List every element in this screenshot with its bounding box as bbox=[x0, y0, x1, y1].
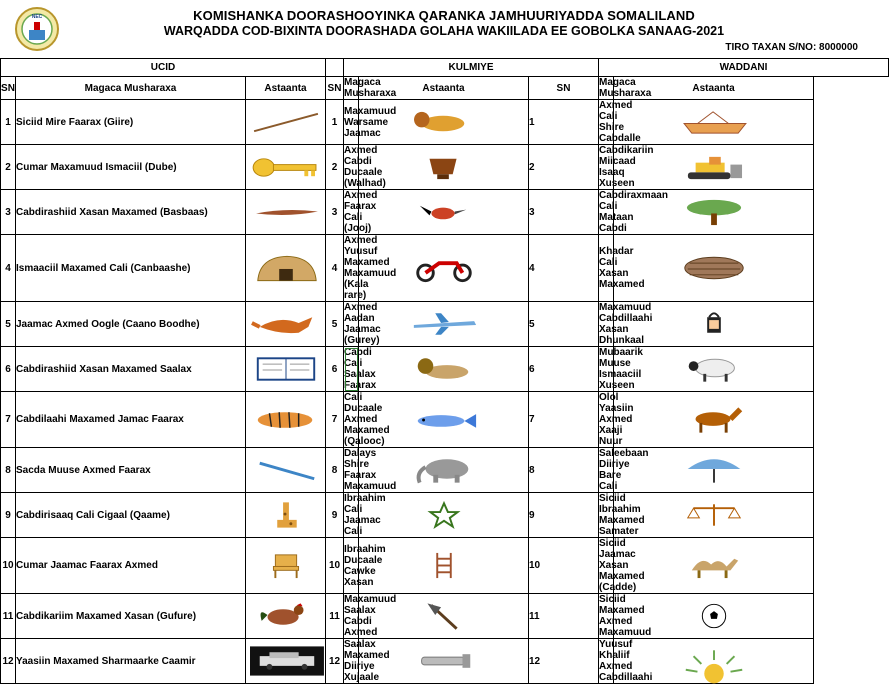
chair-icon bbox=[250, 551, 322, 580]
giraffe-icon bbox=[250, 500, 322, 530]
table-row bbox=[1, 100, 889, 145]
col-sn: SN bbox=[326, 77, 344, 100]
candidate-number: 5 bbox=[1, 302, 16, 347]
candidate-symbol-cell[interactable] bbox=[246, 100, 326, 145]
candidate-number: 11 bbox=[1, 594, 16, 639]
candidate-number: 7 bbox=[1, 392, 16, 448]
candidate-symbol-cell[interactable] bbox=[246, 302, 326, 347]
col-symbol: Astaanta bbox=[614, 77, 814, 100]
candidate-symbol-cell[interactable] bbox=[614, 100, 814, 145]
candidate-number: 3 bbox=[326, 190, 344, 235]
rooster-icon bbox=[250, 601, 322, 631]
col-symbol: Astaanta bbox=[359, 77, 529, 100]
candidate-number: 12 bbox=[1, 639, 16, 684]
sheep-icon bbox=[678, 354, 750, 384]
ballot-title: WARQADDA COD-BIXINTA DOORASHADA GOLAHA WAKIILADA EE GOBOLKA SANAAG-2021 bbox=[163, 24, 725, 38]
candidate-name-waddani[interactable]: Mubaarik Muuse Ismaaciil Xuseen bbox=[599, 347, 643, 391]
candidate-number: 10 bbox=[326, 538, 344, 594]
candidate-number: 1 bbox=[326, 100, 344, 145]
candidate-number: 11 bbox=[529, 594, 599, 639]
axe-icon bbox=[408, 601, 480, 631]
candidate-symbol-cell[interactable] bbox=[246, 538, 326, 594]
candidate-number: 4 bbox=[1, 235, 16, 302]
elephant-icon bbox=[408, 455, 480, 485]
table-row bbox=[1, 145, 889, 190]
candidate-name-kulmiye[interactable]: Axmed Cabdi Ducaale (Walhad) bbox=[344, 145, 386, 189]
candidate-number: 6 bbox=[1, 347, 16, 392]
lion-sitting-icon bbox=[408, 354, 480, 384]
candidate-number: 5 bbox=[326, 302, 344, 347]
candidate-name-waddani[interactable]: Axmed Cali Shire Cabdalle bbox=[599, 100, 641, 144]
candidate-name-kulmiye[interactable]: Cali Ducaale Axmed Maxamed (Qalooc) bbox=[344, 392, 390, 447]
candidate-name-kulmiye[interactable]: Dalays Shire Faarax Maxamuud bbox=[344, 448, 397, 492]
candidate-number: 8 bbox=[529, 448, 599, 493]
col-name: Magaca Musharaxa bbox=[344, 77, 397, 99]
camel-icon bbox=[678, 551, 750, 580]
tree-icon bbox=[678, 198, 750, 227]
candidate-number: 8 bbox=[1, 448, 16, 493]
motorbike-icon bbox=[408, 253, 480, 283]
candidate-symbol-cell[interactable] bbox=[246, 448, 326, 493]
table-row bbox=[1, 594, 889, 639]
candidate-name-waddani[interactable]: Cabdiraxmaan Cali Mataan Cabdi bbox=[599, 190, 668, 234]
candidate-name-ucid[interactable]: Cabdirisaaq Cali Cigaal (Qaame) bbox=[16, 493, 246, 538]
umbrella-icon bbox=[678, 455, 750, 485]
svg-text:NEC: NEC bbox=[31, 14, 43, 20]
candidate-number: 11 bbox=[326, 594, 344, 639]
basket-icon bbox=[678, 253, 750, 283]
candidate-symbol-cell[interactable] bbox=[246, 190, 326, 235]
candidate-name-waddani[interactable]: Siciid Maxamed Axmed Maxamuud bbox=[599, 594, 652, 638]
commission-title: KOMISHANKA DOORASHOOYINKA QARANKA JAMHUURIYADDA SOMALILAND bbox=[193, 8, 695, 23]
boat-icon bbox=[678, 108, 750, 137]
sun-icon bbox=[678, 646, 750, 676]
table-row bbox=[1, 235, 889, 302]
bulldozer-icon bbox=[678, 153, 750, 182]
pen-icon bbox=[250, 455, 322, 485]
candidate-number: 4 bbox=[326, 235, 344, 302]
candidate-name-waddani[interactable]: Siciid Ibraahim Maxamed Samater bbox=[599, 493, 645, 537]
candidate-name-waddani[interactable]: Olol Yaasiin Axmed Xaaji Nuur bbox=[599, 392, 634, 447]
candidate-name-ucid[interactable]: Cumar Jaamac Faarax Axmed bbox=[16, 538, 246, 594]
candidate-name-kulmiye[interactable]: Axmed Faarax Cali (Jooj) bbox=[344, 190, 378, 234]
candidate-name-waddani[interactable]: Maxamuud Cabdillaahi Xasan Dhunkaal bbox=[599, 302, 653, 346]
candidate-symbol-cell[interactable] bbox=[614, 347, 814, 392]
col-name: Magaca Musharaxa bbox=[599, 77, 652, 99]
table-row bbox=[1, 493, 889, 538]
candidate-name-kulmiye[interactable]: Ibraahim Ducaale Cawke Xasan bbox=[344, 538, 359, 594]
candidate-number: 10 bbox=[1, 538, 16, 594]
table-row bbox=[1, 538, 889, 594]
candidate-name-kulmiye[interactable]: Axmed Aadan Jaamac (Gurey) bbox=[344, 302, 381, 346]
candidate-symbol-cell[interactable] bbox=[246, 235, 326, 302]
candidate-name-ucid[interactable]: Cabdikariim Maxamed Xasan (Gufure) bbox=[16, 594, 246, 639]
party-header-kulmiye: KULMIYE bbox=[344, 59, 599, 77]
candidate-number: 4 bbox=[529, 235, 599, 302]
candidate-number: 5 bbox=[529, 302, 599, 347]
chili-icon bbox=[250, 198, 322, 227]
candidate-symbol-cell[interactable] bbox=[246, 493, 326, 538]
football-icon bbox=[678, 601, 750, 631]
candidate-number: 2 bbox=[1, 145, 16, 190]
ballot-header bbox=[0, 0, 888, 58]
table-row bbox=[1, 190, 889, 235]
candidate-number: 7 bbox=[529, 392, 599, 448]
table-row bbox=[1, 347, 889, 392]
car-icon bbox=[250, 646, 322, 676]
candidate-symbol-cell[interactable] bbox=[246, 392, 326, 448]
candidate-name-kulmiye[interactable]: Maxamuud Saalax Cabdi Axmed bbox=[344, 594, 397, 638]
candidate-symbol-cell[interactable] bbox=[614, 235, 814, 302]
key-icon bbox=[250, 153, 322, 182]
serial-number: TIRO TAXAN S/NO: 8000000 bbox=[725, 42, 858, 53]
candidate-number: 9 bbox=[326, 493, 344, 538]
candidate-name-ucid[interactable]: Cabdirashiid Xasan Maxamed (Basbaas) bbox=[16, 190, 246, 235]
horse-icon bbox=[678, 405, 750, 435]
candidate-number: 12 bbox=[326, 639, 344, 684]
col-sn: SN bbox=[1, 77, 16, 100]
party-header-ucid: UCID bbox=[1, 59, 326, 77]
candidate-number: 7 bbox=[326, 392, 344, 448]
candidate-name-kulmiye[interactable]: Axmed Yuusuf Maxamed Maxamuud (Kala rare) bbox=[344, 235, 397, 301]
bowl-icon bbox=[408, 153, 480, 182]
col-sn: SN bbox=[529, 77, 599, 100]
bird-icon bbox=[408, 198, 480, 227]
candidate-name-ucid[interactable]: Yaasiin Maxamed Sharmaarke Caamir bbox=[16, 639, 246, 684]
candidate-name-ucid[interactable]: Ismaaciil Maxamed Cali (Canbaashe) bbox=[16, 235, 246, 302]
fish-icon bbox=[408, 405, 480, 435]
stick-icon bbox=[250, 108, 322, 137]
candidate-number: 10 bbox=[529, 538, 599, 594]
ballot-table bbox=[0, 58, 889, 684]
candidate-name-waddani[interactable]: Siciid Jaamac Xasan Maxamed (Cadde) bbox=[599, 538, 645, 593]
candidate-name-kulmiye[interactable]: Cabdi Cali Saalax Faarax bbox=[344, 347, 377, 391]
candidate-number: 6 bbox=[529, 347, 599, 392]
candidate-symbol-cell[interactable] bbox=[614, 538, 814, 594]
candidate-name-kulmiye[interactable]: Saalax Maxamed Diiriye Xujaale bbox=[344, 639, 390, 683]
candidate-name-waddani[interactable]: Cabdikariin Miicaad Isaaq Xuseen bbox=[599, 145, 654, 189]
candidate-symbol-cell[interactable] bbox=[246, 145, 326, 190]
candidate-name-kulmiye[interactable]: Ibraahim Cali Jaamac Cali bbox=[344, 493, 386, 537]
lantern-icon bbox=[678, 309, 750, 339]
candidate-symbol-cell[interactable] bbox=[359, 190, 529, 235]
candidate-number: 9 bbox=[1, 493, 16, 538]
candidate-number: 9 bbox=[529, 493, 599, 538]
candidate-name-waddani[interactable]: Saleebaan Diiriye Bare Cali bbox=[599, 448, 649, 492]
candidate-symbol-cell[interactable] bbox=[246, 594, 326, 639]
party-header-waddani: WADDANI bbox=[599, 59, 889, 77]
candidate-number: 3 bbox=[1, 190, 16, 235]
candidate-symbol-cell[interactable] bbox=[359, 302, 529, 347]
candidate-name-waddani[interactable]: Khadar Cali Xasan Maxamed bbox=[599, 235, 614, 302]
candidate-name-ucid[interactable]: Sacda Muuse Axmed Faarax bbox=[16, 448, 246, 493]
table-row bbox=[1, 302, 889, 347]
candidate-number: 1 bbox=[1, 100, 16, 145]
flashlight-icon bbox=[408, 646, 480, 676]
fox-icon bbox=[250, 309, 322, 339]
candidate-symbol-cell[interactable] bbox=[359, 347, 529, 392]
col-symbol: Astaanta bbox=[246, 77, 326, 100]
candidate-number: 2 bbox=[326, 145, 344, 190]
candidate-name-ucid[interactable]: Cabdilaahi Maxamed Jamac Faarax bbox=[16, 392, 246, 448]
candidate-name-ucid[interactable]: Siciid Mire Faarax (Giire) bbox=[16, 100, 246, 145]
candidate-name-ucid[interactable]: Jaamac Axmed Oogle (Caano Boodhe) bbox=[16, 302, 246, 347]
candidate-number: 2 bbox=[529, 145, 599, 190]
candidate-name-ucid[interactable]: Cumar Maxamuud Ismaciil (Dube) bbox=[16, 145, 246, 190]
candidate-symbol-cell[interactable] bbox=[246, 347, 326, 392]
table-row bbox=[1, 448, 889, 493]
candidate-number: 3 bbox=[529, 190, 599, 235]
candidate-number: 1 bbox=[529, 100, 599, 145]
ladder-icon bbox=[408, 551, 480, 580]
table-row bbox=[1, 639, 889, 684]
lion-icon bbox=[408, 108, 480, 137]
tiger-icon bbox=[250, 405, 322, 435]
candidate-name-waddani[interactable]: Yuusuf Khaliif Axmed Cabdillaahi bbox=[599, 639, 653, 683]
table-row bbox=[1, 392, 889, 448]
airplane-icon bbox=[408, 309, 480, 339]
book-icon bbox=[250, 354, 322, 384]
hut-icon bbox=[250, 253, 322, 283]
scales-icon bbox=[678, 500, 750, 530]
candidate-number: 8 bbox=[326, 448, 344, 493]
candidate-name-ucid[interactable]: Cabdirashiid Xasan Maxamed Saalax bbox=[16, 347, 246, 392]
candidate-symbol-cell[interactable] bbox=[359, 639, 529, 684]
candidate-name-kulmiye[interactable]: Maxamuud Warsame Jaamac bbox=[344, 100, 359, 145]
candidate-symbol-cell[interactable] bbox=[614, 392, 814, 448]
col-name: Magaca Musharaxa bbox=[16, 77, 246, 100]
star-icon bbox=[408, 500, 480, 530]
candidate-symbol-cell[interactable] bbox=[246, 639, 326, 684]
candidate-number: 12 bbox=[529, 639, 599, 684]
candidate-number: 6 bbox=[326, 347, 344, 392]
